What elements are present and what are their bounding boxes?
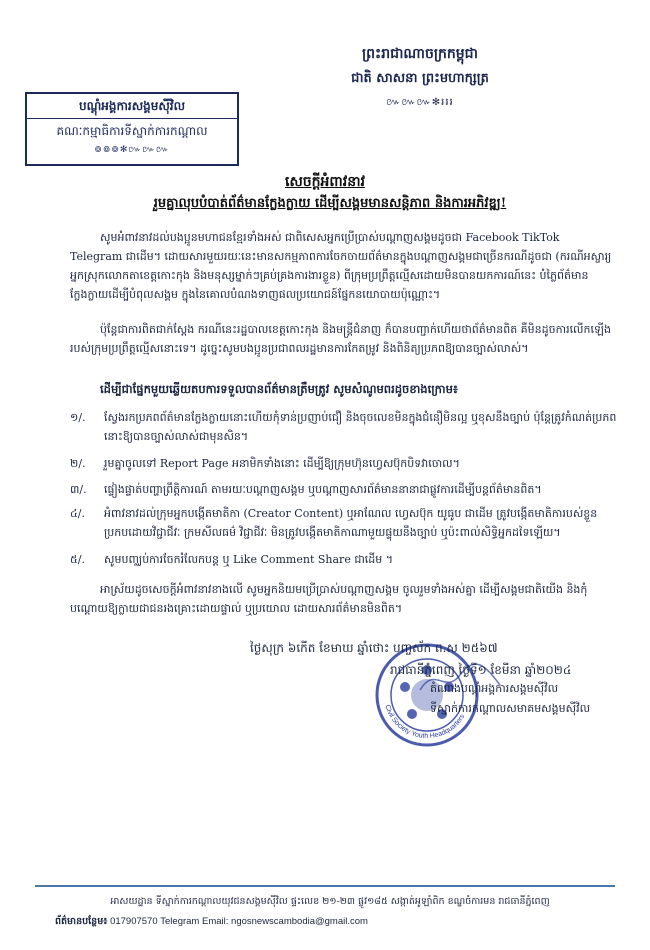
paragraph-clarification: ប៉ុន្តែជាការពិតជាក់ស្តែង ករណីនេះរដ្ឋបាលខេត្តកោះកុង និងមន្ត្រីជំនាញ ក៏បានបញ្ជាក់ហើយថាព័ត៌មានពិត គឺមិនដូចការលើកឡើងរបស់ក្រុមប្រព្រឹត្តល្មើសនោះទេ។ ដូច្នេះសូមបងប្អូនប្រជាពលរដ្ឋមានការកែតម្រូវ និងពិនិត្យប្រភពឱ្យបានច្បាស់លាស់។	[70, 323, 611, 355]
list-item	[70, 408, 630, 448]
motto-ornament: ៚៚៚✻៛៛៛	[386, 97, 454, 108]
paragraph-closing: អាស្រ័យដូចសេចក្តីអំពាវនាវខាងលើ សូមអ្នកនិយមប្រើប្រាស់បណ្តាញសង្គម ចូលរួមទាំងអស់គ្នា ដើម្បីសង្គមជាតិយើង និងកុំបណ្តោយឱ្យក្លាយជាជនរងគ្រោះដោយផ្ទាល់ ឬប្រយោល ដោយសារព័ត៌មានមិនពិត។	[70, 583, 588, 615]
list-item-number: ១/.	[70, 411, 86, 424]
organization-name: បណ្តុំអង្គការសង្គមស៊ីវិល	[78, 99, 186, 113]
footer-contact	[55, 915, 615, 929]
contact-email-label: Email:	[201, 916, 229, 927]
document-type: សេចក្តីអំពាវនាវ	[285, 174, 365, 190]
signatory-line-1: តំណាងបណ្តុំអង្គការសង្គមស៊ីវិល	[430, 682, 559, 695]
list-item-number: ២/.	[70, 457, 86, 470]
committee-name: គណៈកម្មាធិការទីស្នាក់ការកណ្តាល	[56, 124, 208, 138]
organization-ornament: ៙៙៙✻៚៚៚	[94, 145, 170, 155]
paragraph-request-heading: ដើម្បីជាផ្នែកមួយឆ្លើយតបការទទួលបានព័ត៌មានត្រឹមត្រូវ សូមសំណូមពរដូចខាងក្រោម៖	[100, 382, 458, 396]
lunar-date: ថ្ងៃសុក្រ ៦កើត ខែមាឃ ឆ្នាំថោះ បញ្ចស័ក ព.ស ២៥៦៧	[250, 641, 498, 655]
seal-text: Civil Society Youth Headquarters	[383, 704, 467, 741]
list-item	[70, 504, 630, 544]
list-item-text: ស្វែងរកប្រភពព័ត៌មានក្លែងក្លាយនោះហើយកុំទាន់ប្រញាប់ជឿ និងចុចលេខមិនក្នុងជំនឿមិនល្អ ឬខុសនឹងច្បាប់ ប៉ុន្តែត្រូវកំណត់ប្រភពនោះឱ្យបានច្បាស់លាស់ជាមុនសិន។	[104, 411, 617, 443]
contact-telegram-label: Telegram	[160, 916, 200, 927]
paragraph-intro: សូមអំពាវនាវដល់បងប្អូនមហាជនខ្មែរទាំងអស់ ជាពិសេសអ្នកប្រើប្រាស់បណ្តាញសង្គមដូចជា Facebook TikTok Telegram ជាដើម។ ដោយសារមួយរយៈនេះមានសកម្មភាពការចែកចាយព័ត៌មានក្នុងបណ្តាញសង្គមជាច្រើនករណីដូចជា (ករណីអស្ចារ្យអ្នកស្រុកលោកតាខេត្តកោះកុង និងមនុស្សម្នាក់ៗគ្រប់គ្រងការងារខ្លួន) ពីក្រុមប្រព្រឹត្តល្មើសដោយមិនបានយកការណ៍នេះ បំភ្លៃព័ត៌មានក្លែងក្លាយដើម្បីបំពុលសង្គម ក្នុងនៃគោលបំណងទាញផលប្រយោជន៍ផ្នែកនយោបាយប៉ុណ្ណោះ។	[70, 231, 612, 301]
footer-address: អាសយដ្ឋាន ទីស្នាក់ការកណ្តាលយុវជនសង្គមស៊ីវិល ផ្ទះលេខ ២១-២៣ ផ្លូវ១៨៥ សង្កាត់អូឡាំពិក ខណ្ឌចំការមន រាជធានីភ្នំពេញ	[110, 896, 550, 907]
document-subject: រួមគ្នាលុបបំបាត់ព័ត៌មានក្លែងក្លាយ ដើម្បីសង្គមមានសន្តិភាព និងការអភិវឌ្ឍ!	[153, 196, 507, 211]
kingdom-title: ព្រះរាជាណាចក្រកម្ពុជា	[361, 46, 478, 62]
solar-date: រាជធានីភ្នំពេញ ថ្ងៃទី១ ខែមីនា ឆ្នាំ២០២៤	[390, 663, 572, 677]
list-item-text: ផ្ទៀងផ្ទាត់បញ្ហាព្រឹត្តិការណ៍ តាមរយៈបណ្តាញសង្គម ឬបណ្តាញសារព័ត៌មាននានាជាផ្លូវការដើម្បីបន្តព័ត៌មានពិត។	[104, 483, 542, 496]
contact-phone: 017907570	[110, 916, 158, 927]
list-item-number: ៣/.	[70, 483, 87, 496]
list-item	[70, 550, 630, 570]
contact-label: ព័ត៌មានបន្ថែម៖	[55, 916, 108, 927]
list-item-text: សូមបញ្ឈប់ការចែករំលែកបន្ត ឬ Like Comment Share ជាដើម ។	[104, 553, 393, 566]
list-item	[70, 454, 630, 474]
list-item	[70, 480, 630, 500]
list-item-text: រួមគ្នាចូលទៅ Report Page អនាមិកទាំងនោះ ដើម្បីឱ្យក្រុមហ៊ុនហ្វេសប៊ុកបិទវាចោល។	[104, 457, 460, 470]
contact-email: ngosnewscambodia@gmail.com	[231, 916, 368, 927]
list-item-number: ៥/.	[70, 553, 85, 566]
signatory-line-2: ទីស្នាក់ការកណ្តាលសមាគមសង្គមស៊ីវិល	[430, 702, 591, 715]
footer-divider	[35, 885, 615, 887]
list-item-text: អំពាវនាវដល់ក្រុមអ្នកបង្កើតមាតិកា (Creator Content) ឬអាណែល ហ្វេសប៊ុក យូធូប ជាដើម ត្រូវបង្កើតមាតិការបស់ខ្លួនប្រកបដោយវិជ្ជាជីវៈ ក្រមសីលធម៌ វិជ្ជាជីវៈ មិនត្រូវបង្កើតមាតិកាណាមួយផ្ទុយនឹងច្បាប់ ឬប៉ះពាល់សិទ្ធិអ្នកដទៃឡើយ។	[104, 507, 598, 539]
list-item-number: ៤/.	[70, 507, 85, 520]
organization-box	[25, 92, 239, 166]
national-motto: ជាតិ សាសនា ព្រះមហាក្សត្រ	[351, 71, 489, 86]
organization-divider	[27, 118, 237, 119]
